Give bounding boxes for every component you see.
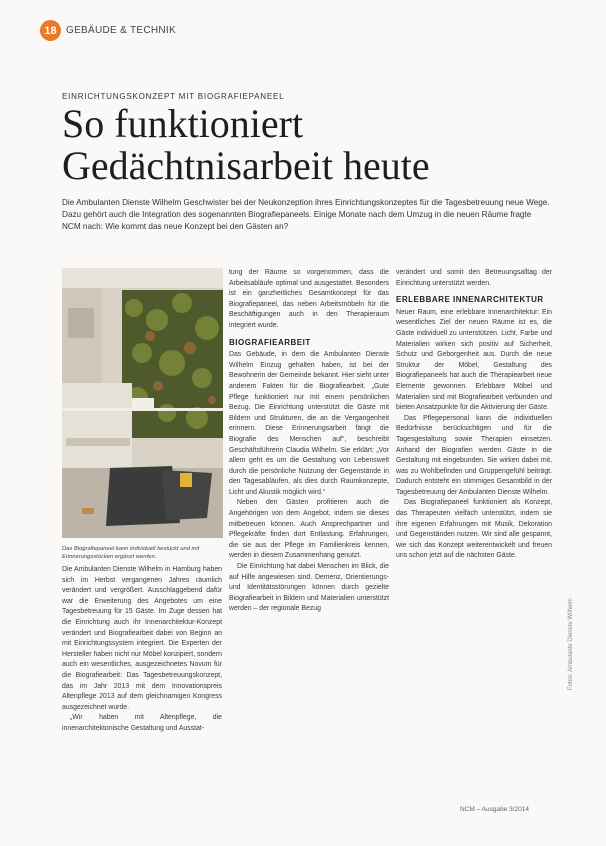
page-number: 18 (40, 20, 61, 41)
article-kicker: EINRICHTUNGSKONZEPT MIT BIOGRAFIEPANEEL (62, 92, 285, 101)
paragraph: Die Ambulanten Dienste Wilhelm in Hamburg haben sich im Herbst vergangenen Jahres räumlich verändert und vergrößert. Ausschlaggebend dafür war die Erweiterung des Angebotes um eine Tagesbetreuung für 15 Gäste. Im Zuge dessen hat die Einrichtung auch ihr Innenarchitektur-Konzept verändert und Biografiearbeit dabei von Beginn an mit Einrichtungssystem integriert. Die Experten der Hersteller haben nicht nur Möbel konzipiert, sondern auch ein wesentliches, ausgezeichnetes Novum für die Biografiearbeit: Das Tagesbetreuungskonzept, das im Jahr 2013 mit dem Innovationspreis Altenpflege 2013 auf dem gleichnamigen Kongress ausgezeichnet wurde. (62, 566, 222, 711)
photo-caption: Das Biografiepaneel kann individuell bestückt und mit Erinnerungsstücken ergänzt werden. (62, 546, 200, 560)
photo-credit-vertical: Fotos: Ambulante Dienste Wilhelm (568, 598, 574, 690)
paragraph: Das Biografiepaneel funktioniert als Konzept, das Therapeuten vielfach unterstützt, indem sie ihre eigenen Erfahrungen mit Musik, Dekoration und Gegenständen nutzen. Wir sind alle gespannt, wie sich das Konzept weiterentwickelt und freuen uns schon jetzt auf die nächsten Gäste. (396, 499, 552, 560)
paragraph: Die Einrichtung hat dabei Menschen im Blick, die auf Hilfe angewiesen sind. Demenz, Orientierungs- und Identitätsstörungen können durch gezielte Biografiearbeit in Bildern und Materialien unterstützt werden – der regionale Bezug (229, 563, 389, 613)
subheading-biografiearbeit: BIOGRAFIEARBEIT (229, 337, 311, 347)
subheading-innenarchitektur: ERLEBBARE INNENARCHITEKTUR (396, 295, 544, 305)
article-photo (62, 268, 223, 538)
page-footer: NCM – Ausgabe 3/2014 (460, 806, 530, 813)
room-photo-illustration (62, 268, 223, 538)
paragraph: verändert und somit den Betreuungsalltag der Einrichtung unterstützt werden. (396, 269, 552, 287)
paragraph: tung der Räume so vorgenommen, dass die Arbeitsabläufe optimal und ausgestattet. Besonders ist ein ganzheitliches Gesamtkonzept für das Biografiepaneel, das neben Arbeitsmöbeln für die Beschäftigungen auch in den Therapieraum integriert wurde. (229, 269, 389, 329)
paragraph: Das Gebäude, in dem die Ambulanten Dienste Wilhelm Einzug gehalten haben, ist bei der Bewohnerin der Gemeinde bekannt. Hier sieht unter anderem Fakten für die Biografiearbeit. „Gute Pflege funktioniert nur mit einem persönlichen Bezug. Die Einrichtung unterstützt die Gäste mit Bildern und Strukturen, die an die Vergangenheit erinnern. Diese Erinnerungsarbeit fängt die Biografie des Menschen auf“, beschreibt Geschäftsführerin Claudia Wilhelm. Sie erklärt: „Vor allem geht es um die Gestaltung von Lebenswelt durch die persönliche Nutzung der Gegenstände in den Tagesabläufen, als dies durch Raumkonzepte, Licht und Akustik möglich wird.“ (229, 351, 389, 496)
headline-line-1: So funktioniert (62, 101, 304, 146)
paragraph: Neuer Raum, eine erlebbare Innenarchitektur: Ein wesentliches Ziel der neuen Räume ist es, die Gäste individuell zu unterstützen. Licht, Farbe und Materialien wirken sich positiv auf Sicherheit, Schutz und Geborgenheit aus. Durch die neue Struktur der Möbel, Gestaltung des Biografiepaneels hat auch die Therapiearbeit neue Elemente gewonnen. Erlebbare Möbel und Materialien sind mit Biografiearbeit verbunden und bieten Ansatzpunkte für die Aktivierung der Gäste. (396, 308, 552, 412)
paragraph: Neben den Gästen profitieren auch die Angehörigen von dem Angebot, indem sie dieses mitbetreuen können. Auch Ansprechpartner und Pflegekräfte finden dort Entlastung. Erfahrungen, die sie aus der Pflege im Familienkreis kennen, werden in diesem Zusammenhang genutzt. (229, 499, 389, 560)
paragraph: Das Pflegepersonal kann die individuellen Bedürfnisse berücksichtigen und für die Tagesgestaltung sowie Therapien einsetzen. Anhand der Biografien werden Gäste in die Gestaltung mit eingebunden. Sie wirken dabei mit, was zu Wohlbefinden und Gruppengefühl beiträgt. Dadurch entsteht ein stimmiges Gesamtbild in der Tagesbetreuung der Ambulanten Dienste Wilhelm. (396, 414, 552, 496)
text-column-2 (229, 268, 389, 615)
text-column-3 (396, 268, 552, 562)
text-column-1 (62, 565, 222, 735)
paragraph: „Wir haben mit Altenpflege, die innenarchitektonische Gestaltung und Ausstat- (62, 714, 222, 732)
headline-line-2: Gedächtnisarbeit heute (62, 143, 430, 188)
section-title: GEBÄUDE & TECHNIK (66, 25, 176, 36)
article-lead: Die Ambulanten Dienste Wilhelm Geschwister bei der Neukonzeption ihres Einrichtungskonzeptes für die Tagesbetreuung neue Wege. Dazu gehört auch die Integration des sogenannten Biografiepaneels. Einige Monate nach dem Umzug in die neuen Räume fragte NCM nach: Wie kommt das neue Konzept bei den Gästen an? (62, 198, 550, 231)
article-headline (62, 103, 542, 187)
